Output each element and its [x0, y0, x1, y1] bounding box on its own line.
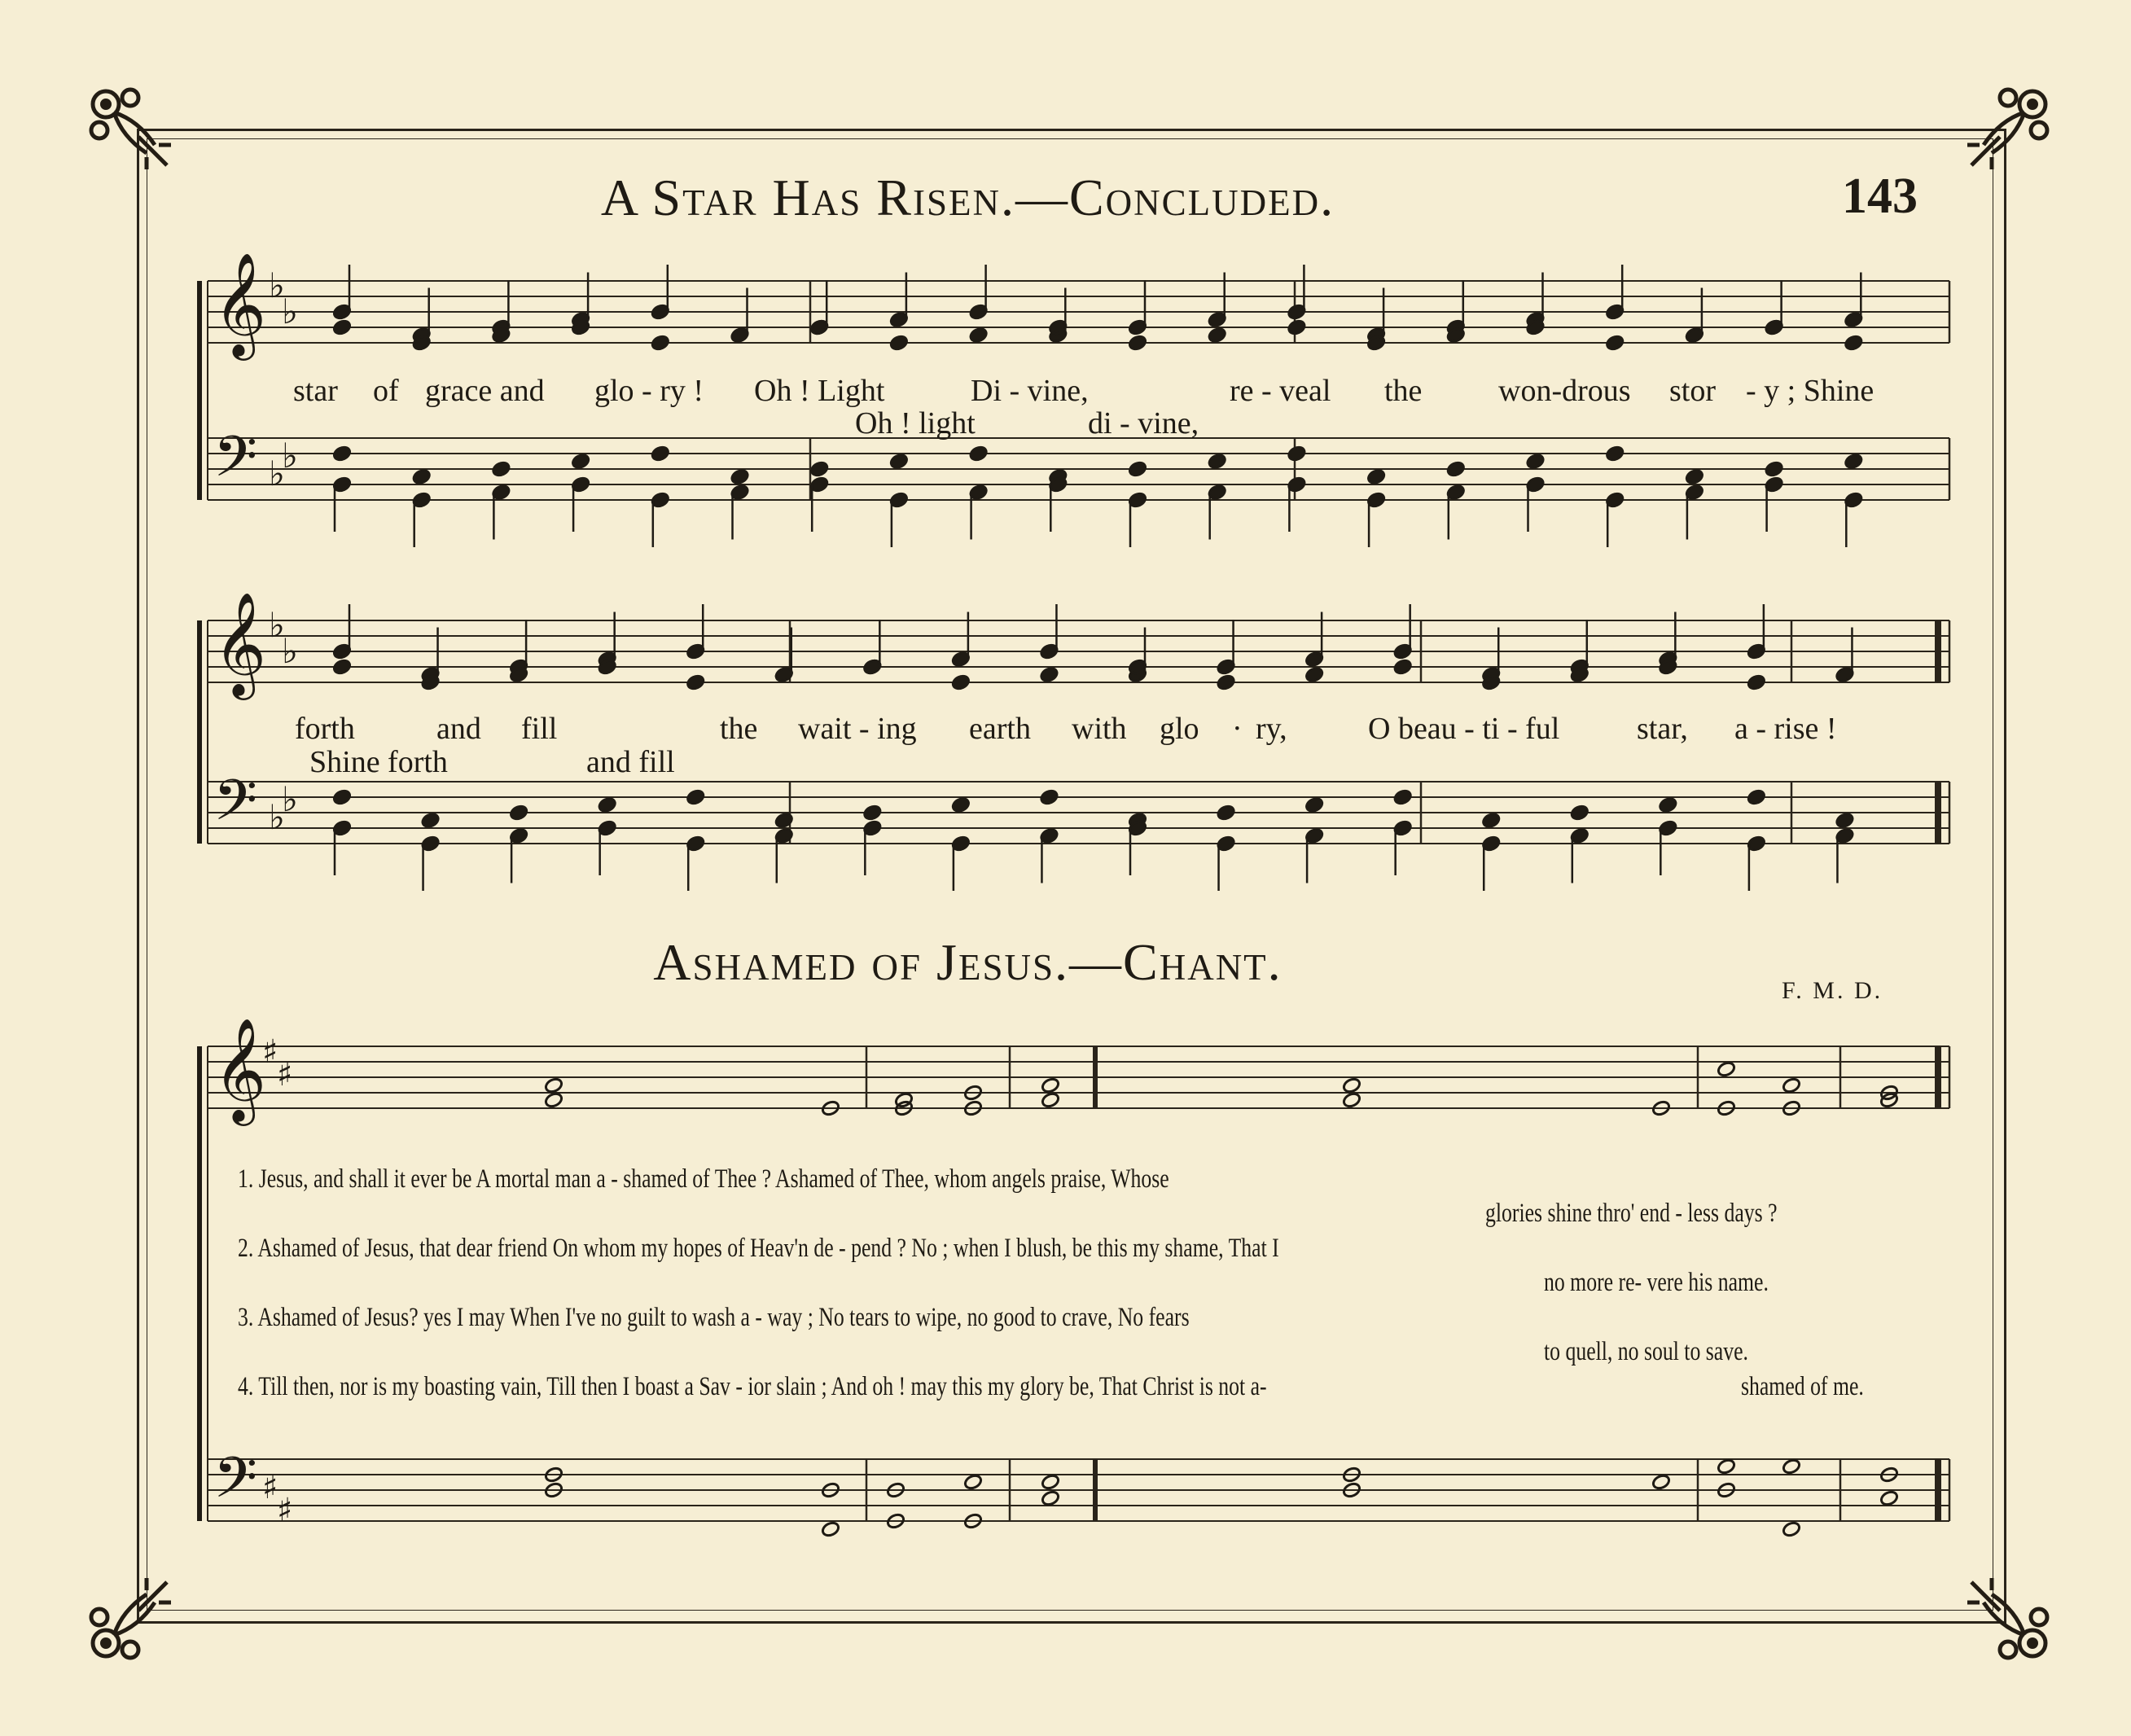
- treble-clef-icon: 𝄞: [213, 591, 267, 695]
- lyric-syllable: wait - ing: [798, 712, 917, 746]
- note-head: [821, 1520, 840, 1537]
- note-head: [1366, 468, 1386, 485]
- note-head: [1835, 812, 1854, 829]
- lyric-syllable: with: [1072, 712, 1127, 746]
- flat-icon: ♭: [269, 797, 285, 837]
- note-head: [1481, 812, 1501, 829]
- sharp-icon: ♯: [262, 1033, 278, 1071]
- note-head: [1304, 796, 1324, 813]
- note-head: [1605, 445, 1625, 462]
- note-head: [1041, 1091, 1060, 1108]
- note-head: [963, 1473, 983, 1490]
- note-head: [686, 673, 705, 690]
- lyric-syllable: the: [720, 712, 758, 746]
- note-head: [332, 658, 352, 675]
- note-head: [1128, 334, 1147, 351]
- bass-clef-icon: 𝄢: [213, 767, 258, 847]
- note-head: [969, 445, 989, 462]
- sharp-icon: ♯: [262, 1469, 278, 1506]
- lyric-syllable: Oh ! Light: [754, 374, 885, 408]
- page-number: 143: [1842, 169, 1918, 224]
- note-head: [1393, 658, 1413, 675]
- note-head: [651, 445, 670, 462]
- flat-icon: ♭: [269, 265, 285, 305]
- note-head: [1342, 1076, 1361, 1094]
- lyric-syllable: glo - ry !: [594, 374, 704, 408]
- note-head: [1844, 453, 1863, 470]
- note-head: [1782, 1076, 1801, 1094]
- note-head: [969, 327, 989, 344]
- note-head: [1782, 1520, 1801, 1537]
- treble-clef-icon: 𝄞: [213, 1017, 267, 1121]
- note-head: [1208, 327, 1227, 344]
- lyric-syllable: di - vine,: [1088, 406, 1199, 441]
- lyric-syllable: and: [436, 712, 481, 746]
- lyric-syllable: - y ; Shine: [1746, 374, 1874, 408]
- sharp-icon: ♯: [277, 1056, 293, 1094]
- note-head: [1393, 788, 1413, 805]
- note-head: [1717, 1458, 1736, 1475]
- note-head: [889, 334, 909, 351]
- flat-icon: ♭: [269, 454, 285, 493]
- note-head: [889, 453, 909, 470]
- note-head: [730, 468, 749, 485]
- note-head: [412, 468, 432, 485]
- lyric-syllable: glo: [1160, 712, 1199, 746]
- lyric-syllable: grace and: [425, 374, 545, 408]
- note-head: [332, 788, 352, 805]
- note-head: [509, 804, 528, 821]
- note-head: [1342, 1091, 1361, 1108]
- note-head: [1208, 453, 1227, 470]
- note-head: [1217, 804, 1236, 821]
- hymn-title-concluded: A Star Has Risen.—Concluded.: [600, 169, 1335, 226]
- note-head: [1304, 666, 1324, 683]
- note-head: [1039, 788, 1059, 805]
- note-head: [1217, 673, 1236, 690]
- verse-line: 1. Jesus, and shall it ever be A mortal man a - shamed of Thee ? Ashamed of Thee, whom angels praise, Whose: [238, 1164, 1169, 1194]
- note-head: [1685, 468, 1704, 485]
- lyric-syllable: earth: [969, 712, 1031, 746]
- verse-line: 4. Till then, nor is my boasting vain, Till then I boast a Sav - ior slain ; And oh ! may this my glory be, That Christ is not a-: [238, 1372, 1267, 1401]
- note-head: [491, 460, 511, 477]
- note-head: [862, 804, 882, 821]
- lyric-syllable: a - rise !: [1734, 712, 1837, 746]
- lyric-syllable: star,: [1637, 712, 1688, 746]
- lyric-syllable: O beau - ti - ful: [1368, 712, 1560, 746]
- note-head: [1287, 318, 1306, 335]
- note-head: [951, 796, 971, 813]
- flat-icon: ♭: [282, 631, 298, 671]
- lyric-syllable: won-drous: [1498, 374, 1631, 408]
- lyric-syllable: ry,: [1256, 712, 1287, 746]
- note-head: [1041, 1076, 1060, 1094]
- note-head: [332, 318, 352, 335]
- note-head: [1525, 453, 1545, 470]
- lyric-syllable: the: [1384, 374, 1423, 408]
- note-head: [1287, 445, 1306, 462]
- lyric-syllable: star: [293, 374, 338, 408]
- lyric-syllable: Di - vine,: [971, 374, 1089, 408]
- note-head: [1041, 1489, 1060, 1506]
- note-head: [1747, 673, 1766, 690]
- note-head: [1605, 334, 1625, 351]
- composer-initials: F. M. D.: [1782, 977, 1883, 1004]
- note-head: [1844, 334, 1863, 351]
- sharp-icon: ♯: [277, 1492, 293, 1529]
- bass-clef-icon: 𝄢: [213, 423, 258, 503]
- note-head: [686, 788, 705, 805]
- lyric-syllable: and fill: [586, 745, 675, 779]
- verse-continuation: to quell, no soul to save.: [1544, 1337, 1748, 1366]
- lyric-syllable: fill: [521, 712, 558, 746]
- verse-continuation: no more re- vere his name.: [1544, 1268, 1769, 1297]
- flat-icon: ♭: [269, 605, 285, 645]
- note-head: [1747, 788, 1766, 805]
- lyric-syllable: of: [373, 374, 399, 408]
- note-head: [1039, 666, 1059, 683]
- verse-continuation: glories shine thro' end - less days ?: [1485, 1199, 1778, 1228]
- treble-clef-icon: 𝄞: [213, 252, 267, 356]
- note-head: [421, 812, 441, 829]
- verse-line: 3. Ashamed of Jesus? yes I may When I've no guilt to wash a - way ; No tears to wipe, no good to crave, No fears: [238, 1303, 1190, 1332]
- note-head: [1879, 1489, 1899, 1506]
- note-head: [1717, 1060, 1736, 1077]
- note-head: [1658, 796, 1677, 813]
- flat-icon: ♭: [282, 436, 298, 476]
- verse-continuation: shamed of me.: [1741, 1372, 1864, 1401]
- note-head: [332, 445, 352, 462]
- lyric-syllable: Shine forth: [309, 745, 448, 779]
- chant-title: Ashamed of Jesus.—Chant.: [653, 933, 1283, 991]
- note-head: [571, 453, 590, 470]
- note-head: [1765, 460, 1784, 477]
- lyric-syllable: re - veal: [1230, 374, 1331, 408]
- note-head: [1041, 1473, 1060, 1490]
- note-head: [1128, 460, 1147, 477]
- flat-icon: ♭: [282, 292, 298, 331]
- note-head: [1651, 1473, 1671, 1490]
- note-head: [809, 460, 829, 477]
- lyric-syllable: forth: [295, 712, 355, 746]
- note-head: [951, 673, 971, 690]
- bass-clef-icon: 𝄢: [213, 1444, 258, 1524]
- note-head: [544, 1076, 563, 1094]
- lyric-syllable: Oh ! light: [855, 406, 976, 441]
- note-head: [598, 796, 617, 813]
- note-head: [1570, 804, 1589, 821]
- lyric-syllable: stor: [1669, 374, 1716, 408]
- verse-line: 2. Ashamed of Jesus, that dear friend On whom my hopes of Heav'n de - pend ? No ; when I blush, be this my shame, That I: [238, 1234, 1279, 1263]
- note-head: [651, 334, 670, 351]
- lyric-syllable: ·: [1232, 712, 1243, 746]
- flat-icon: ♭: [282, 779, 298, 819]
- note-head: [544, 1091, 563, 1108]
- note-head: [1446, 460, 1466, 477]
- note-head: [1782, 1458, 1801, 1475]
